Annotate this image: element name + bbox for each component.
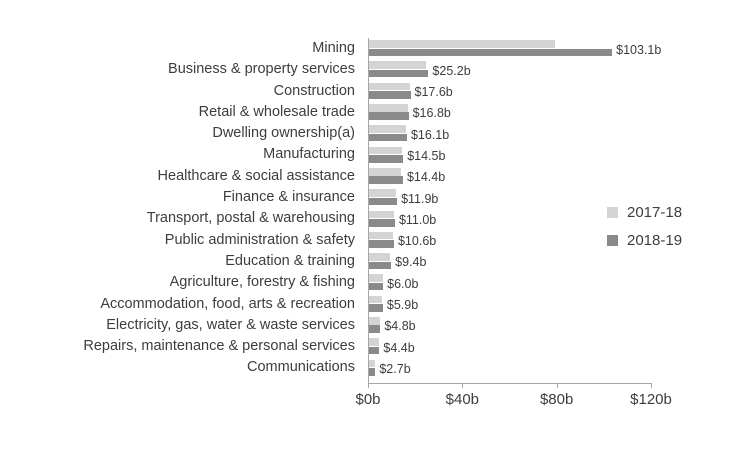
bar-series-2017-18	[369, 274, 383, 282]
bar-value-label: $9.4b	[395, 255, 427, 270]
x-tick-label: $0b	[355, 391, 381, 408]
bar-series-2018-19	[369, 262, 391, 270]
bar-series-2018-19	[369, 176, 403, 184]
category-label: Healthcare & social assistance	[157, 167, 355, 184]
bar-series-2017-18	[369, 168, 401, 176]
bar-series-2018-19	[369, 155, 403, 163]
bar-value-label: $2.7b	[379, 361, 411, 376]
bar-series-2017-18	[369, 83, 410, 91]
category-label: Education & training	[225, 252, 355, 269]
category-label: Electricity, gas, water & waste services	[106, 316, 355, 333]
bar-value-label: $5.9b	[386, 298, 419, 313]
bar-value-label: $10.6b	[397, 234, 437, 249]
category-label: Accommodation, food, arts & recreation	[100, 295, 355, 312]
bar-series-2018-19	[369, 325, 380, 333]
bar-value-label: $4.8b	[384, 319, 416, 334]
x-tick-label: $120b	[630, 391, 672, 408]
x-tick-label: $40b	[445, 391, 480, 408]
category-label: Communications	[247, 359, 355, 376]
chart-category-row	[0, 144, 730, 165]
x-axis-ticks	[355, 383, 672, 408]
bar-series-2017-18	[369, 338, 379, 346]
category-label: Mining	[312, 40, 355, 56]
chart-category-row	[0, 251, 730, 272]
bar-value-label: $16.1b	[410, 127, 450, 142]
bar-series-2017-18	[369, 296, 382, 304]
x-tick-mark	[651, 383, 652, 388]
category-label: Dwelling ownership(a)	[212, 125, 355, 142]
bar-series-2017-18	[369, 40, 555, 48]
bar-series-2017-18	[369, 232, 393, 240]
bar-series-2018-19	[369, 304, 383, 312]
category-label: Business & property services	[168, 61, 355, 78]
chart-category-row	[0, 357, 730, 378]
category-label: Construction	[273, 82, 355, 99]
legend-swatch-icon	[607, 207, 618, 218]
chart-category-row	[0, 102, 730, 123]
legend-label: 2017-18	[627, 203, 683, 221]
legend-swatch-icon	[607, 235, 618, 246]
x-tick-label: $80b	[539, 391, 574, 408]
bar-series-2018-19	[369, 219, 395, 227]
chart-category-row	[0, 272, 730, 293]
chart-category-row	[0, 294, 730, 315]
chart-legend	[607, 198, 682, 254]
category-label: Finance & insurance	[222, 189, 355, 206]
bar-series-2017-18	[369, 147, 402, 155]
bar-series-2018-19	[369, 112, 409, 120]
bar-series-2017-18	[369, 317, 380, 325]
legend-label: 2018-19	[627, 231, 683, 249]
bar-series-2018-19	[369, 70, 428, 78]
chart-category-row	[0, 38, 730, 59]
category-label: Agriculture, forestry & fishing	[169, 274, 355, 291]
chart-category-row	[0, 123, 730, 144]
chart-category-row	[0, 166, 730, 187]
category-label: Retail & wholesale trade	[198, 103, 355, 120]
bar-series-2017-18	[369, 211, 394, 219]
legend-item[interactable]	[607, 198, 682, 226]
bar-series-2018-19	[369, 198, 397, 206]
category-label: Manufacturing	[263, 146, 355, 163]
bar-series-2017-18	[369, 189, 396, 197]
bar-series-2017-18	[369, 61, 426, 69]
bar-series-2017-18	[369, 125, 406, 133]
bar-value-label: $25.2b	[432, 63, 471, 78]
chart-category-row	[0, 59, 730, 80]
bar-value-label: $11.9b	[401, 191, 439, 206]
bar-value-label: $4.4b	[383, 340, 415, 355]
bar-series-2018-19	[369, 347, 379, 355]
bar-series-2018-19	[369, 283, 383, 291]
bar-value-label: $14.4b	[406, 170, 446, 185]
bar-series-2017-18	[369, 104, 408, 112]
bar-value-label: $14.5b	[407, 148, 446, 163]
bar-value-label: $17.6b	[414, 85, 453, 100]
x-tick-mark	[368, 383, 369, 388]
chart-category-row	[0, 315, 730, 336]
category-label: Transport, postal & warehousing	[146, 210, 355, 227]
bar-series-2017-18	[369, 253, 390, 261]
bar-series-2018-19	[369, 91, 411, 99]
x-tick-mark	[462, 383, 463, 388]
bar-value-label: $103.1b	[616, 42, 662, 57]
legend-item[interactable]	[607, 226, 682, 254]
chart-category-row	[0, 81, 730, 102]
category-label: Public administration & safety	[164, 231, 355, 248]
x-tick-mark	[557, 383, 558, 388]
bar-value-label: $16.8b	[412, 106, 451, 121]
bar-value-label: $11.0b	[398, 212, 437, 227]
bar-series-2018-19	[369, 49, 612, 57]
bar-value-label: $6.0b	[387, 276, 419, 291]
category-label: Repairs, maintenance & personal services	[83, 338, 355, 355]
bar-series-2017-18	[369, 360, 375, 368]
chart-category-row	[0, 336, 730, 357]
bar-series-2018-19	[369, 134, 407, 142]
bar-series-2018-19	[369, 240, 394, 248]
